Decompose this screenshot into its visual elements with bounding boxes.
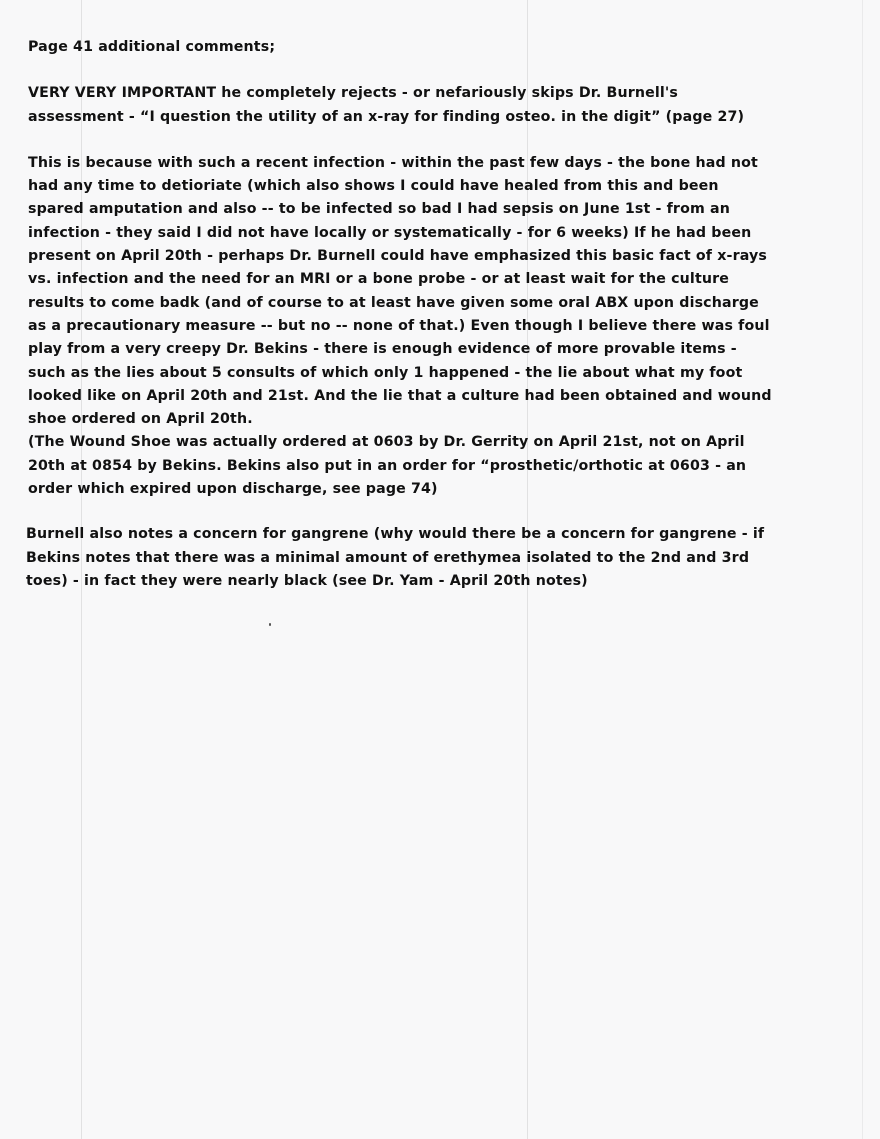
page-heading: Page 41 additional comments; [28,39,276,55]
document-body [28,36,858,593]
scan-speck [269,623,271,626]
paragraph-important: VERY VERY IMPORTANT he completely rejects - or nefariously skips Dr. Burnell's assessment - “I question the utility of an x-ray for finding osteo. in the digit” (page 27) [28,85,745,125]
paragraph-gangrene: Burnell also notes a concern for gangrene (why would there be a concern for gangrene - if Bekins notes that there was a minimal amount of erethymea isolated to the 2nd and 3rd toes) - in fact they were nearly black (see Dr. Yam - April 20th notes) [26,526,765,589]
paragraph-wound-shoe: (The Wound Shoe was actually ordered at 0603 by Dr. Gerrity on April 21st, not on April 20th at 0854 by Bekins. Bekins also put in an order for “prosthetic/orthotic at 0603 - an order which expired upon discharge, see page 74) [28,434,747,498]
scan-fold-line-right [862,0,863,1139]
paragraph-infection: This is because with such a recent infection - within the past few days - the bone had not had any time to detioriate (which also shows I could have healed from this and been spared amputation and also -- to be infected so bad I had sepsis on June 1st - from an infection - they said I did not have locally or systematically - for 6 weeks) If he had been present on April 20th - perhaps Dr. Burnell could have emphasized this basic fact of x-rays vs. infection and the need for an MRI or a bone probe - or at least wait for the culture results to come badk (and of course to at least have given some oral ABX upon discharge as a precautionary measure -- but no -- none of that.) Even though I believe there was foul play from a very creepy Dr. Bekins - there is enough evidence of more provable items - such as the lies about 5 consults of which only 1 happened - the lie about what my foot looked like on April 20th and 21st. And the lie that a culture had been obtained and wound shoe ordered on April 20th. [28,154,772,428]
